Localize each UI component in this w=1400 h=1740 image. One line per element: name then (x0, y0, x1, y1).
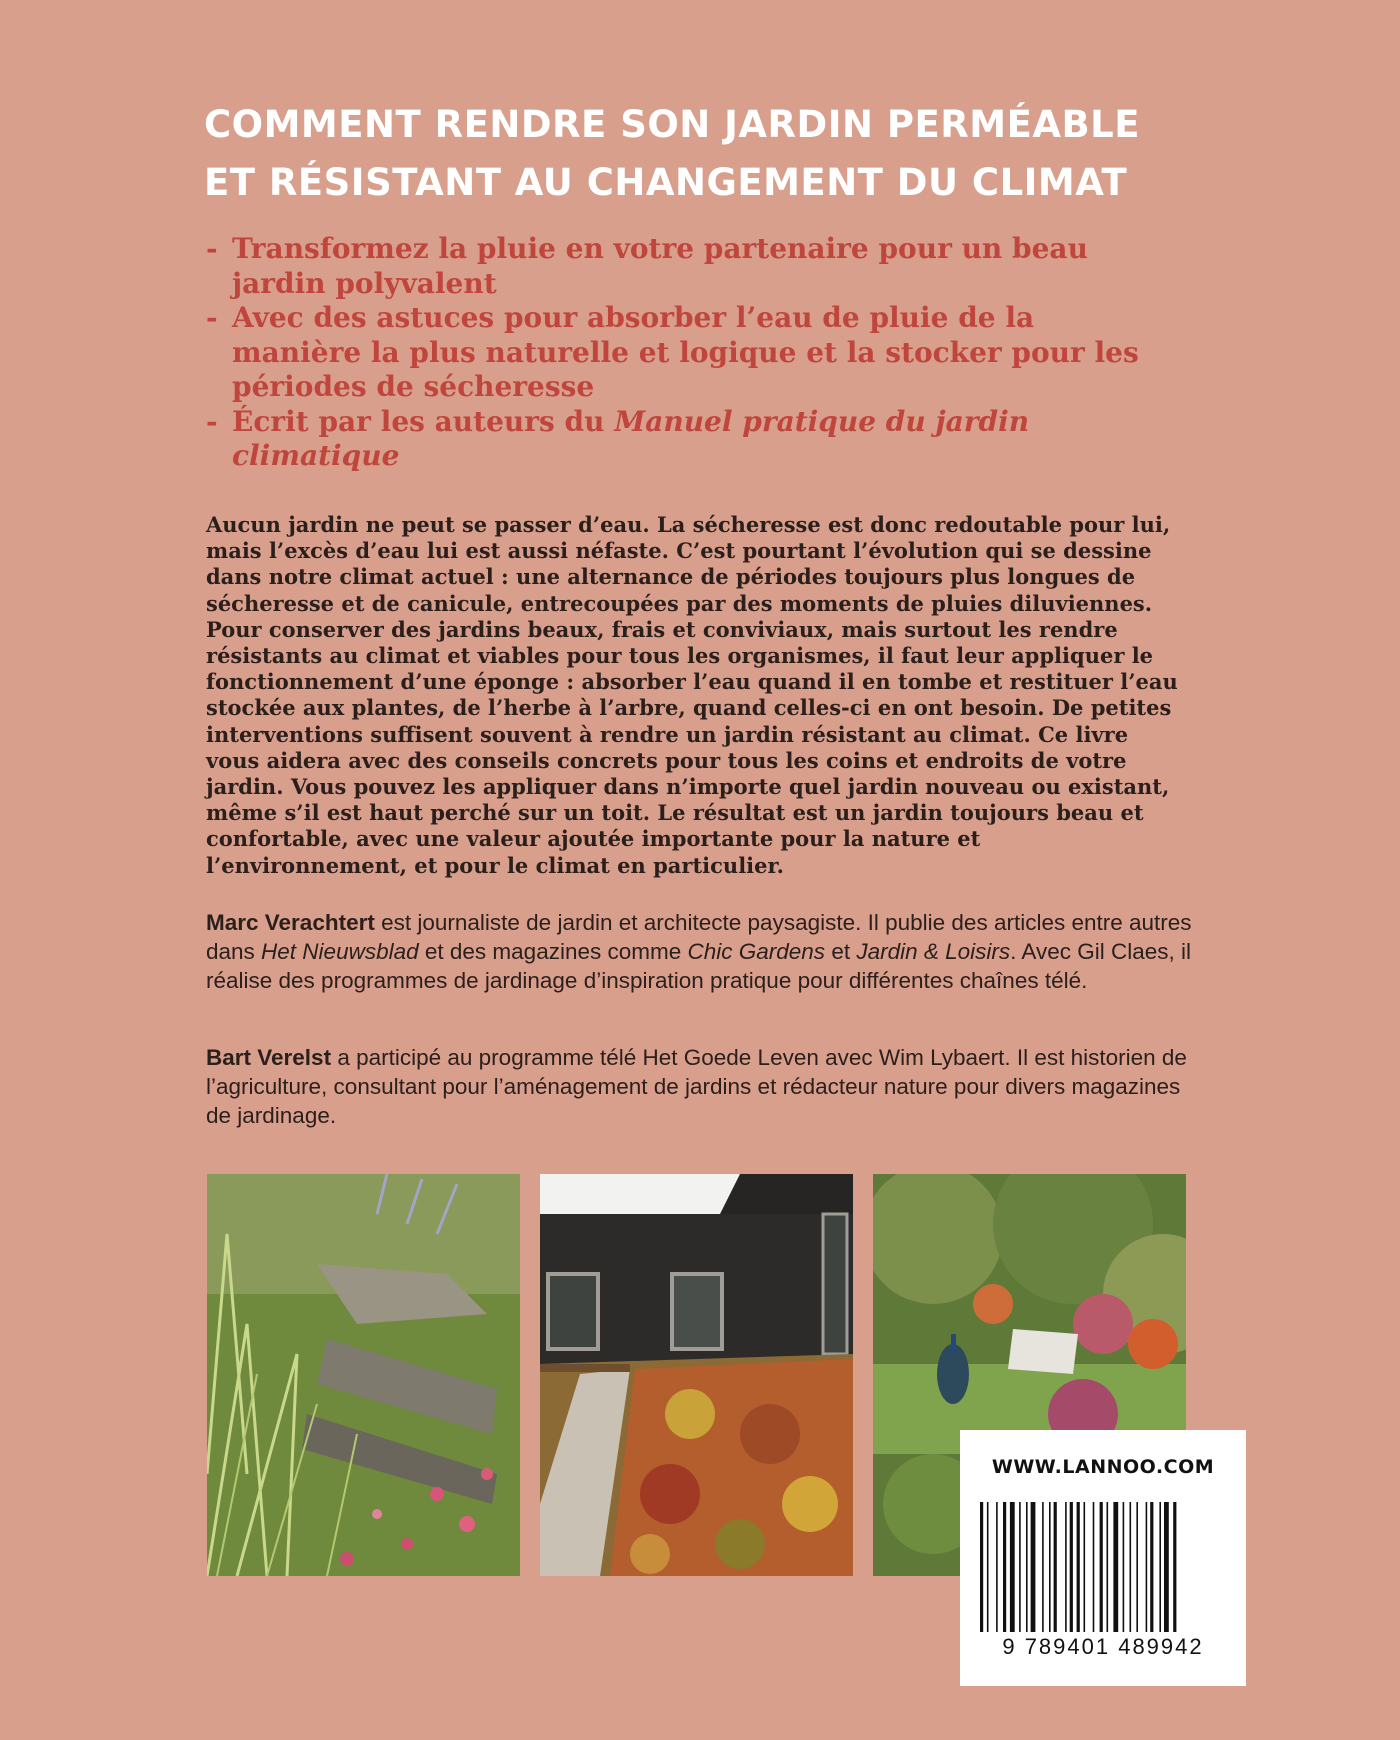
title-line-1: COMMENT RENDRE SON JARDIN PERMÉABLE (204, 103, 1141, 146)
selling-points-list (204, 232, 1164, 474)
author-bio-bart (206, 1043, 1196, 1130)
publication-name: Het Nieuwsblad (261, 939, 419, 964)
bio-text: et (825, 939, 857, 964)
barcode-icon (978, 1502, 1228, 1632)
selling-point-2-text: Avec des astuces pour absorber l’eau de pluie de la manière la plus naturelle et logique et la stocker pour les périodes de sécheresse (232, 301, 1139, 403)
bio-text: est journaliste de jardin et architecte paysagiste. Il publie des articles entre autres dans (206, 910, 1192, 964)
publisher-website: WWW.LANNOO.COM (991, 1456, 1215, 1478)
cover-title (204, 96, 1354, 212)
garden-photo-green-roof (540, 1174, 853, 1576)
isbn-number: 9 789401 489942 (1002, 1634, 1204, 1659)
bio-text: a participé au programme télé Het Goede Leven avec Wim Lybaert. Il est historien de l’agriculture, consultant pour l’aménagement de jardins et rédacteur nature pour divers magazines de jardinage. (206, 1045, 1187, 1128)
selling-point-1-text: Transformez la pluie en votre partenaire pour un beau jardin polyvalent (232, 232, 1088, 300)
bio-text: et des magazines comme (418, 939, 688, 964)
description-paragraph: Aucun jardin ne peut se passer d’eau. La sécheresse est donc redoutable pour lui, mais l’excès d’eau lui est aussi néfaste. C’est pourtant l’évolution qui se dessine dans notre climat actuel : une alternance de périodes toujours plus longues de sécheresse et de canicule, entrecoupées par des moments de pluies diluviennes. Pour conserver des jardins beaux, frais et conviviaux, mais surtout les rendre résistants au climat et viables pour tous les organismes, il faut leur appliquer le fonctionnement d’une éponge : absorber l’eau quand il en tombe et restituer l’eau stockée aux plantes, de l’herbe à l’arbre, quand celles-ci en ont besoin. De petites interventions suffisent souvent à rendre un jardin résistant au climat. Ce livre vous aidera avec des conseils concrets pour tous les coins et endroits de votre jardin. Vous pouvez les appliquer dans n’importe quel jardin nouveau ou existant, même s’il est haut perché sur un toit. Le résultat est un jardin toujours beau et confortable, avec une valeur ajoutée importante pour la nature et l’environnement, et pour le climat en particulier. (206, 512, 1178, 878)
publication-name: Chic Gardens (687, 939, 826, 964)
selling-point-3-book-title: Manuel pratique du jardin climatique (232, 404, 1030, 472)
selling-point-2 (204, 301, 1164, 405)
author-bio-marc (206, 908, 1196, 995)
selling-point-3 (204, 405, 1164, 474)
selling-point-3-prefix: Écrit par les auteurs du (232, 404, 615, 438)
title-line-2: ET RÉSISTANT AU CHANGEMENT DU CLIMAT (204, 161, 1128, 204)
bio-text: . Avec Gil Claes, il réalise des programmes de jardinage d’inspiration pratique pour différentes chaînes télé. (206, 939, 1192, 993)
publication-name: Jardin & Loisirs (856, 939, 1011, 964)
barcode-label (960, 1430, 1246, 1686)
author-name-marc: Marc Verachtert (206, 910, 375, 935)
selling-point-1 (204, 232, 1164, 301)
author-name-bart: Bart Verelst (206, 1045, 332, 1070)
garden-photo-grasses (207, 1174, 520, 1576)
